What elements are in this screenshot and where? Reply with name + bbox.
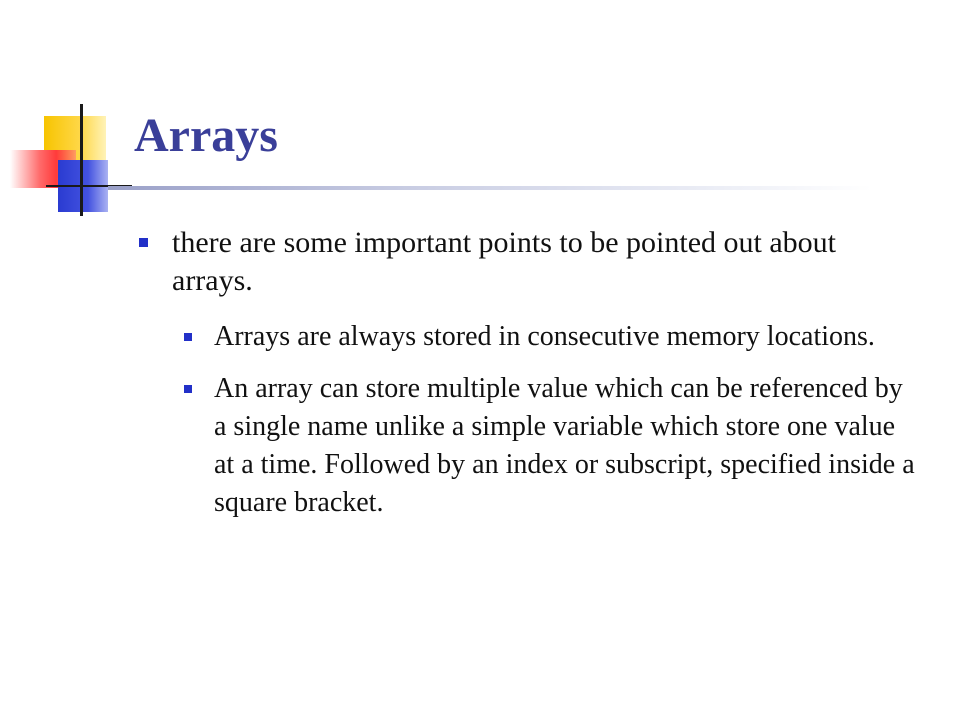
square-bullet-icon — [184, 385, 192, 393]
slide-body — [136, 224, 916, 536]
slide-title: Arrays — [134, 109, 278, 162]
square-bullet-icon — [139, 238, 148, 247]
sub-bullet-item — [136, 370, 916, 522]
logo-vertical-line — [80, 104, 83, 216]
title-underline-rule — [108, 186, 872, 190]
sub-bullet-text: An array can store multiple value which can be referenced by a single name unlike a simple variable which store one value at a time. Followed by an index or subscript, specified inside a square bracket. — [214, 373, 915, 518]
sub-bullet-item — [136, 318, 916, 356]
bullet-item — [136, 224, 916, 300]
bullet-text: there are some important points to be pointed out about arrays. — [172, 226, 837, 297]
sub-bullet-text: Arrays are always stored in consecutive memory locations. — [214, 321, 875, 352]
slide-logo-graphic — [0, 0, 140, 230]
square-bullet-icon — [184, 333, 192, 341]
